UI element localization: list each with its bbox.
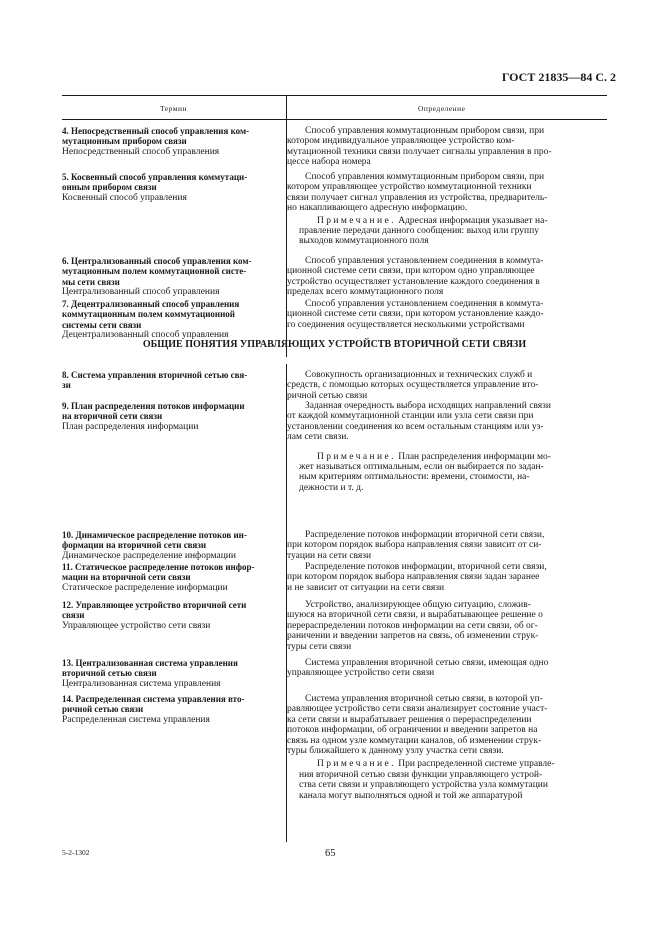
table-header-rule — [62, 119, 607, 120]
note-14: Примечание. При распределенной системе управле- ния вторичной сетью связи функции управляющего устрой- ства сети связи и управляющего устройства узла коммутации канала могут выполняться одной и той же аппаратурой — [299, 759, 555, 801]
print-code: 5-2-1302 — [62, 848, 90, 857]
term-8: 8. Система управления вторичной сетью свя- зи — [62, 370, 248, 391]
term-12: 12. Управляющее устройство вторичной сети связи Управляющее устройство сети связи — [62, 600, 277, 631]
page-number: 65 — [325, 848, 336, 859]
definition-5: Способ управления коммутационным прибором связи, при котором управляющее устройство коммутационной техники связи получает сигнал управления из устройства, предваритель- но накапливающего адресную информацию. Примечание. Адресная информация указывает на- правление передачи данного сообщения: выход или группу выходов коммутационного поля — [287, 172, 597, 247]
definition-14: Система управления вторичной сетью связи, в которой уп- равляющее устройство сети связи анализирует состояние участ- ка сети связи и вырабатывает решения о перераспределении потоков информации, об ограничении и введении запретов на связь на одном узле коммутации каналов, об изменении струк- туры ближайшего к данному узлу участка сети связи. Примечание. При распределенной системе управле- ния вторичной сетью связи функции управляющего устрой- ства сети связи и управляющего устройства узла коммутации канала могут выполняться одной и той же аппаратурой — [287, 694, 597, 801]
synonym: Косвенный способ управления — [62, 192, 187, 203]
definition-8: Совокупность организационных и технических служб и средств, с помощью которых осуществляется управление вто- ричной сетью связи — [287, 370, 539, 401]
term-6: 6. Централизованный способ управления ком- мутационным полем коммутационной систе- мы сети связи Централизованный способ управления — [62, 256, 277, 298]
synonym: Статическое распределение информации — [62, 582, 228, 593]
synonym: План распределения информации — [62, 421, 199, 432]
section-title: ОБЩИЕ ПОНЯТИЯ УПРАВЛЯЮЩИХ УСТРОЙСТВ ВТОРИЧНОЙ СЕТИ СВЯЗИ — [142, 339, 527, 350]
synonym: Непосредственный способ управления — [62, 146, 220, 157]
definition-11: Распределение потоков информации, вторичной сети связи, при котором порядок выбора направления связи задан заранее и не зависит от ситуации на сети связи — [287, 562, 547, 593]
synonym: Распределенная система управления — [62, 714, 210, 725]
definition-13: Система управления вторичной сетью связи, имеющая одно управляющее устройство сети связи — [287, 658, 549, 679]
synonym: Централизованный способ управления — [62, 287, 220, 298]
term-9: 9. План распределения потоков информации на вторичной сети связи План распределения информации — [62, 401, 277, 432]
page-header: ГОСТ 21835—84 С. 2 — [501, 70, 616, 84]
column-header-term: Термин — [160, 104, 188, 113]
column-header-definition: Определение — [418, 104, 466, 113]
synonym: Децентрализованный способ управления — [62, 330, 229, 341]
term-13: 13. Централизованная система управления вторичной сетью связи Централизованная система управления — [62, 658, 277, 689]
term-14: 14. Распределенная система управления вто- ричной сетью связи Распределенная система управления — [62, 694, 277, 725]
term-5: 5. Косвенный способ управления коммутаци- онным прибором связи Косвенный способ управления — [62, 172, 277, 203]
definition-12: Устройство, анализирующее общую ситуацию, сложив- шуюся на вторичной сети связи, и вырабатывающее решение о перераспределении потоков информации на сети связи, об ог- раничении и введении запретов на связь, об изменении струк- туры сети связи — [287, 600, 543, 652]
term-11: 11. Статическое распределение потоков инфор- мации на вторичной сети связи Статическое распределение информации — [62, 562, 277, 593]
term-4: 4. Непосредственный способ управления ком- мутационным прибором связи Непосредственный способ управления — [62, 126, 277, 157]
note-9: Примечание. План распределения информации мо- жет называться оптимальным, если он выбирается по задан- ным критериям оптимальности: времени, стоимости, на- дежности и т. д. — [299, 451, 551, 493]
term-7: 7. Децентрализованный способ управления коммутационным полем коммутационной системы сети связи Децентрализованный способ управления — [62, 299, 277, 341]
definition-7: Способ управления установлением соединения в коммута- ционной системе сети связи, при котором установление каждо- го соединения осуществляется несколькими устройствами — [287, 299, 544, 330]
definition-4: Способ управления коммутационным прибором связи, при котором индивидуальное управляющее устройство ком- мутационной техники связи получает сигналы управления в про- цессе набора номера — [287, 126, 552, 168]
synonym: Централизованная система управления — [62, 678, 221, 689]
table-top-rule — [62, 95, 607, 96]
definition-9: Заданная очередность выбора исходящих направлений связи от каждой коммутационной станции или узла сети связи при установлении соединения ко всем остальным станциям или уз- лам сети связи. Примечание. План распределения информации мо- жет называться оптимальным, если он выбирается по задан- ным критериям оптимальности: времени, стоимости, на- дежности и т. д. — [287, 401, 597, 493]
definition-10: Распределение потоков информации вторичной сети связи, при котором порядок выбора направления связи зависит от си- туации на сети связи — [287, 530, 545, 561]
note-5: Примечание. Адресная информация указывает на- правление передачи данного сообщения: выход или группу выходов коммутационного поля — [299, 215, 548, 247]
term-10: 10. Динамическое распределение потоков ин- формации на вторичной сети связи Динамическое распределение информации — [62, 530, 277, 561]
synonym: Динамическое распределение информации — [62, 550, 236, 561]
synonym: Управляющее устройство сети связи — [62, 620, 211, 631]
definition-6: Способ управления установлением соединения в коммута- ционной системе сети связи, при котором одно управляющее устройство осуществляет установление каждого соединения в пределах всего коммутационного поля — [287, 256, 544, 298]
